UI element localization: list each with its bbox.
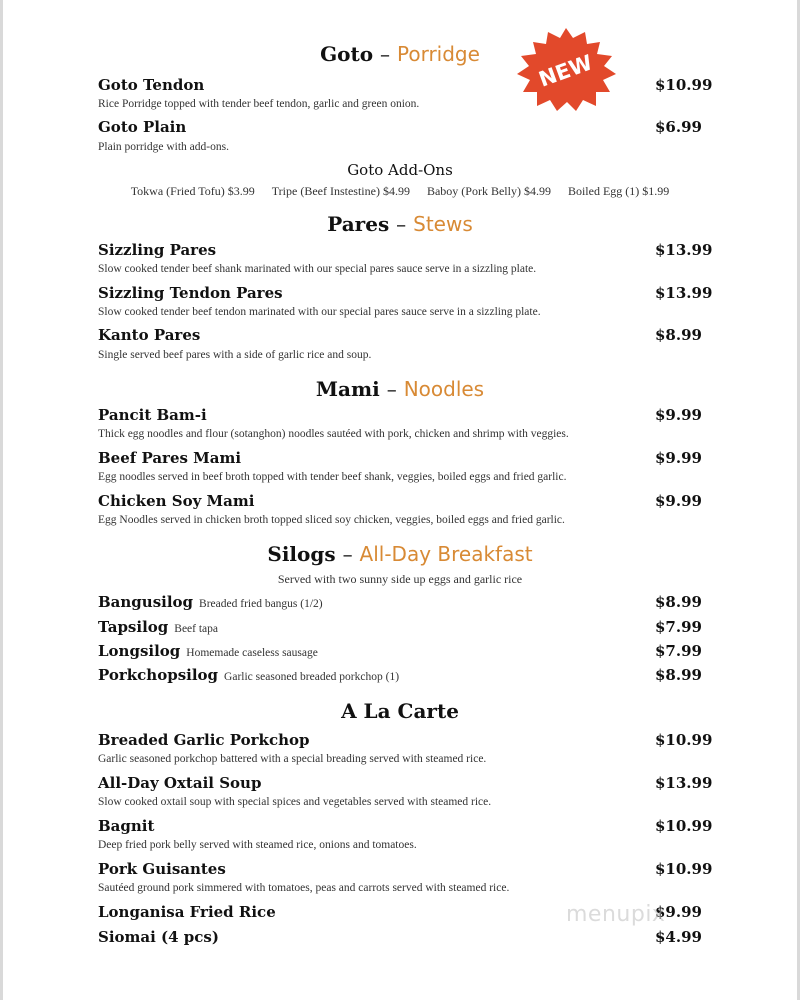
heading-main: Pares — [327, 212, 390, 236]
section-heading-goto — [0, 42, 800, 66]
item-price: $10.99 — [655, 860, 713, 878]
item-price: $13.99 — [655, 241, 713, 259]
item-price: $7.99 — [655, 642, 702, 660]
item-name: Beef Pares Mami — [98, 449, 242, 467]
item-desc: Slow cooked tender beef shank marinated with our special pares sauce serve in a sizzling plate. — [98, 263, 537, 275]
item-name: Kanto Pares — [98, 326, 201, 344]
heading-dash: – — [396, 212, 407, 236]
item-price: $4.99 — [655, 928, 702, 946]
watermark: menupix — [566, 902, 666, 927]
section-heading-pares — [0, 212, 800, 236]
heading-dash: – — [380, 42, 391, 66]
item-name: Bagnit — [98, 817, 155, 835]
heading-dash: – — [342, 542, 353, 566]
addon-item: Boiled Egg (1) $1.99 — [567, 184, 670, 198]
item-name: Sizzling Tendon Pares — [98, 284, 283, 302]
item-name: Pancit Bam-i — [98, 406, 207, 424]
item-price: $9.99 — [655, 903, 702, 921]
item-name-text: Porkchopsilog — [98, 666, 219, 684]
item-name: Siomai (4 pcs) — [98, 928, 219, 946]
item-name: Chicken Soy Mami — [98, 492, 255, 510]
item-price: $9.99 — [655, 492, 702, 510]
section-heading-silogs — [0, 542, 800, 566]
item-name: Pork Guisantes — [98, 860, 226, 878]
item-name: Goto Plain — [98, 118, 187, 136]
heading-sub: Stews — [413, 212, 473, 236]
item-name — [98, 593, 323, 611]
addons-list — [0, 184, 800, 199]
item-name: All-Day Oxtail Soup — [98, 774, 262, 792]
heading-sub: Noodles — [403, 377, 485, 401]
heading-main: Silogs — [267, 542, 336, 566]
item-desc: Garlic seasoned porkchop battered with a special breading served with steamed rice. — [98, 753, 487, 765]
item-price: $10.99 — [655, 817, 713, 835]
section-heading-alacarte: A La Carte — [341, 699, 459, 723]
silogs-note: Served with two sunny side up eggs and garlic rice — [277, 572, 523, 586]
new-badge-icon — [512, 26, 620, 112]
item-price: $13.99 — [655, 284, 713, 302]
addons-title: Goto Add-Ons — [347, 161, 453, 179]
item-name: Breaded Garlic Porkchop — [98, 731, 310, 749]
item-price: $9.99 — [655, 449, 702, 467]
item-desc: Homemade caseless sausage — [186, 647, 318, 659]
item-desc: Egg Noodles served in chicken broth topped sliced soy chicken, veggies, boiled eggs and fried garlic. — [98, 514, 565, 526]
addon-item: Baboy (Pork Belly) $4.99 — [426, 184, 551, 198]
item-price: $9.99 — [655, 406, 702, 424]
item-desc: Single served beef pares with a side of garlic rice and soup. — [98, 349, 372, 361]
heading-sub: Porridge — [397, 42, 480, 66]
item-name — [98, 642, 318, 660]
item-price: $7.99 — [655, 618, 702, 636]
heading-main: Mami — [315, 377, 380, 401]
item-desc: Deep fried pork belly served with steamed rice, onions and tomatoes. — [98, 839, 417, 851]
item-name-text: Bangusilog — [98, 593, 194, 611]
item-name: Goto Tendon — [98, 76, 205, 94]
item-price: $10.99 — [655, 731, 713, 749]
item-name — [98, 666, 399, 684]
item-desc: Slow cooked oxtail soup with special spices and vegetables served with steamed rice. — [98, 796, 492, 808]
badge-label: NEW — [535, 50, 596, 92]
item-price: $13.99 — [655, 774, 713, 792]
item-desc: Plain porridge with add-ons. — [98, 141, 229, 153]
section-heading-mami — [0, 377, 800, 401]
item-desc: Breaded fried bangus (1/2) — [199, 598, 323, 610]
item-price: $10.99 — [655, 76, 713, 94]
heading-dash: – — [386, 377, 397, 401]
item-price: $8.99 — [655, 326, 702, 344]
item-name: Sizzling Pares — [98, 241, 217, 259]
heading-sub: All-Day Breakfast — [359, 542, 533, 566]
item-name — [98, 618, 218, 636]
page-edge-left — [0, 0, 3, 1000]
item-price: $8.99 — [655, 666, 702, 684]
item-name: Longanisa Fried Rice — [98, 903, 276, 921]
item-desc: Rice Porridge topped with tender beef tendon, garlic and green onion. — [98, 98, 420, 110]
addon-item: Tokwa (Fried Tofu) $3.99 — [130, 184, 255, 198]
heading-main: Goto — [320, 42, 374, 66]
item-desc: Garlic seasoned breaded porkchop (1) — [224, 671, 400, 683]
item-desc: Thick egg noodles and flour (sotanghon) noodles sautéed with pork, chicken and shrimp with veggies. — [98, 428, 569, 440]
item-name-text: Longsilog — [98, 642, 181, 660]
addon-item: Tripe (Beef Instestine) $4.99 — [271, 184, 410, 198]
item-price: $6.99 — [655, 118, 702, 136]
item-name-text: Tapsilog — [98, 618, 169, 636]
item-price: $8.99 — [655, 593, 702, 611]
item-desc: Beef tapa — [174, 623, 219, 635]
item-desc: Slow cooked tender beef tendon marinated with our special pares sauce serve in a sizzling plate. — [98, 306, 541, 318]
item-desc: Sautéed ground pork simmered with tomatoes, peas and carrots served with steamed rice. — [98, 882, 510, 894]
item-desc: Egg noodles served in beef broth topped with tender beef shank, veggies, boiled eggs and fried garlic. — [98, 471, 567, 483]
